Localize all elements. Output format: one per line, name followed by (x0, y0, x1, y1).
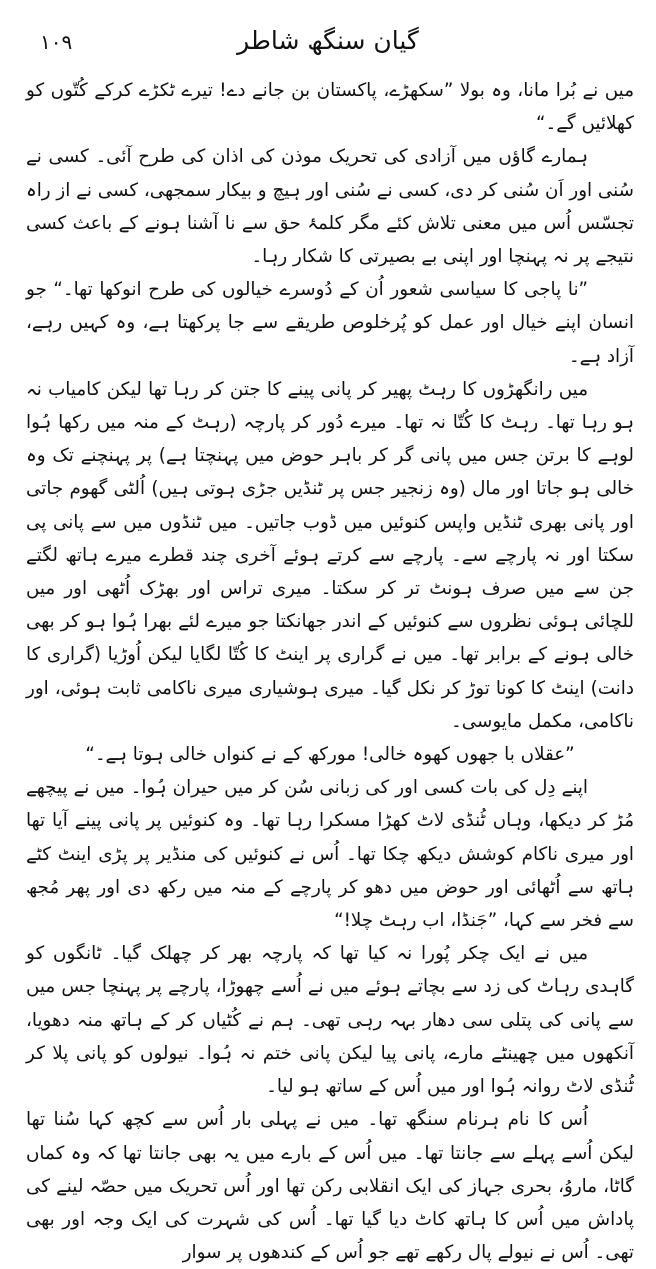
paragraph: میں رانگھڑوں کا رہٹ پھیر کر پانی پینے کا جتن کر رہا تھا لیکن کامیاب نہ ہو رہا تھا۔ رہٹ کا کُتّا نہ تھا۔ میرے دُور کر پارچہ (رہٹ کے منہ میں رکھا ہُوا لوہے کا برتن جس میں پانی گر کر باہر حوض میں پہنچتا ہے) پر پہنچنے تک وہ خالی ہو جاتا اور مال (وہ زنجیر جس پر ٹنڈیں جڑی ہوتی ہیں) اُلٹی گھوم جاتی اور پانی بھری ٹنڈیں واپس کنوئیں میں ڈوب جاتیں۔ میں ٹنڈوں میں سے پانی پی سکتا اور نہ پارچے سے۔ پارچے سے کرتے ہوئے آخری چند قطرے میرے ہاتھ لگتے جن سے میں صرف ہونٹ تر کر سکتا۔ میری تراس اور بھڑک اُٹھی اور میں للچائی ہوئی نظروں سے کنوئیں کے اندر جھانکتا جو میرے لئے بھرا ہُوا ہو کر بھی خالی ہونے کے برابر تھا۔ میں نے گراری پر اینٹ کا کُتّا لگایا لیکن اُوڑیا (گراری کا دانت) اینٹ کا کونا توڑ کر نکل گیا۔ میری ہوشیاری میری ناکامی ثابت ہوئی، اور ناکامی، مکمل مایوسی۔ (26, 378, 634, 732)
page-number: ١٠٩ (40, 30, 73, 54)
page-body (26, 74, 634, 1264)
paragraph: میں نے ایک چکر پُورا نہ کیا تھا کہ پارچہ بھر کر چھلک گیا۔ ٹانگوں کو گاہدی رہاٹ کی زد سے بچاتے ہوئے میں نے اُسے چھوڑا، پارچے پر پہنچا جس میں سے پانی کی پتلی سی دھار بہہ رہی تھی۔ ہم نے کُٹیاں کر کے ہاتھ منہ دھویا، آنکھوں میں چھینٹے مارے، پانی پیا لیکن پانی ختم نہ ہُوا۔ نیولوں کو پانی پلا کر ٹُنڈی لاٹ روانہ ہُوا اور میں اُس کے ساتھ ہو لیا۔ (26, 943, 634, 1098)
paragraph: ”نا پاجی کا سیاسی شعور اُن کے دُوسرے خیالوں کی طرح انوکھا تھا۔“ جو انسان اپنے خیال اور عمل کو پُرخلوص طریقے سے جا پرکھتا ہے، وہ کہیں رہے، آزاد ہے۔ (26, 279, 634, 367)
quote-line: ”عقلاں با جھوں کھوہ خالی! مورکھ کے نے کنواں خالی ہوتا ہے۔“ (85, 744, 575, 766)
paragraph: اُس کا نام ہرنام سنگھ تھا۔ میں نے پہلی بار اُس سے کچھ کہا سُنا تھا لیکن اُسے پہلے سے جانتا تھا۔ میں اُس کے بارے میں یہ بھی جانتا تھا کہ وہ کماں گاٹا، ماروُ، بحری جہاز کی ایک انقلابی رکن تھا اور اُس تحریک میں حصّہ لینے کی پاداش میں اُس کا ہاتھ کاٹ دیا گیا تھا۔ اُس کی شہرت کی ایک وجہ اور بھی تھی۔ اُس نے نیولے پال رکھے تھے جو اُس کے کندھوں پر سوار (26, 1109, 634, 1264)
paragraph: اپنے دِل کی بات کسی اور کی زبانی سُن کر میں حیران ہُوا۔ میں نے پیچھے مُڑ کر دیکھا، وہاں ٹُنڈی لاٹ کھڑا مسکرا رہا تھا۔ وہ کنوئیں پر پانی پینے آیا تھا اور میری ناکام کوشش دیکھ چکا تھا۔ اُس نے کنوئیں کی منڈیر پر پڑی اینٹ کٹے ہاتھ سے اُٹھائی اور حوض میں دھو کر پارچے کے منہ میں رکھ دی اور پھر مُجھ سے فخر سے کہا، ”جَنڈا، اب رہٹ چلا!“ (26, 777, 634, 932)
paragraph: میں نے بُرا مانا، وہ بولا ”سکھڑے، پاکستان بن جانے دے! تیرے ٹکڑے کرکے کُتّوں کو کھلائیں گے۔“ (26, 80, 634, 135)
running-title: گیان سنگھ شاطر (237, 26, 419, 55)
page-header (30, 26, 626, 60)
paragraph: ہمارے گاؤں میں آزادی کی تحریک موذن کی اذان کی طرح آئی۔ کسی نے سُنی اور اَن سُنی کر دی، کسی نے سُنی اور ہیچ و بیکار سمجھی، کسی نے از راہ تجسّس اُس میں معنی تلاش کئے مگر کلمۂ حق سے نا آشنا ہونے کے باعث کسی نتیجے پر نہ پہنچا اور اپنی بے بصیرتی کا شکار رہا۔ (26, 146, 634, 268)
